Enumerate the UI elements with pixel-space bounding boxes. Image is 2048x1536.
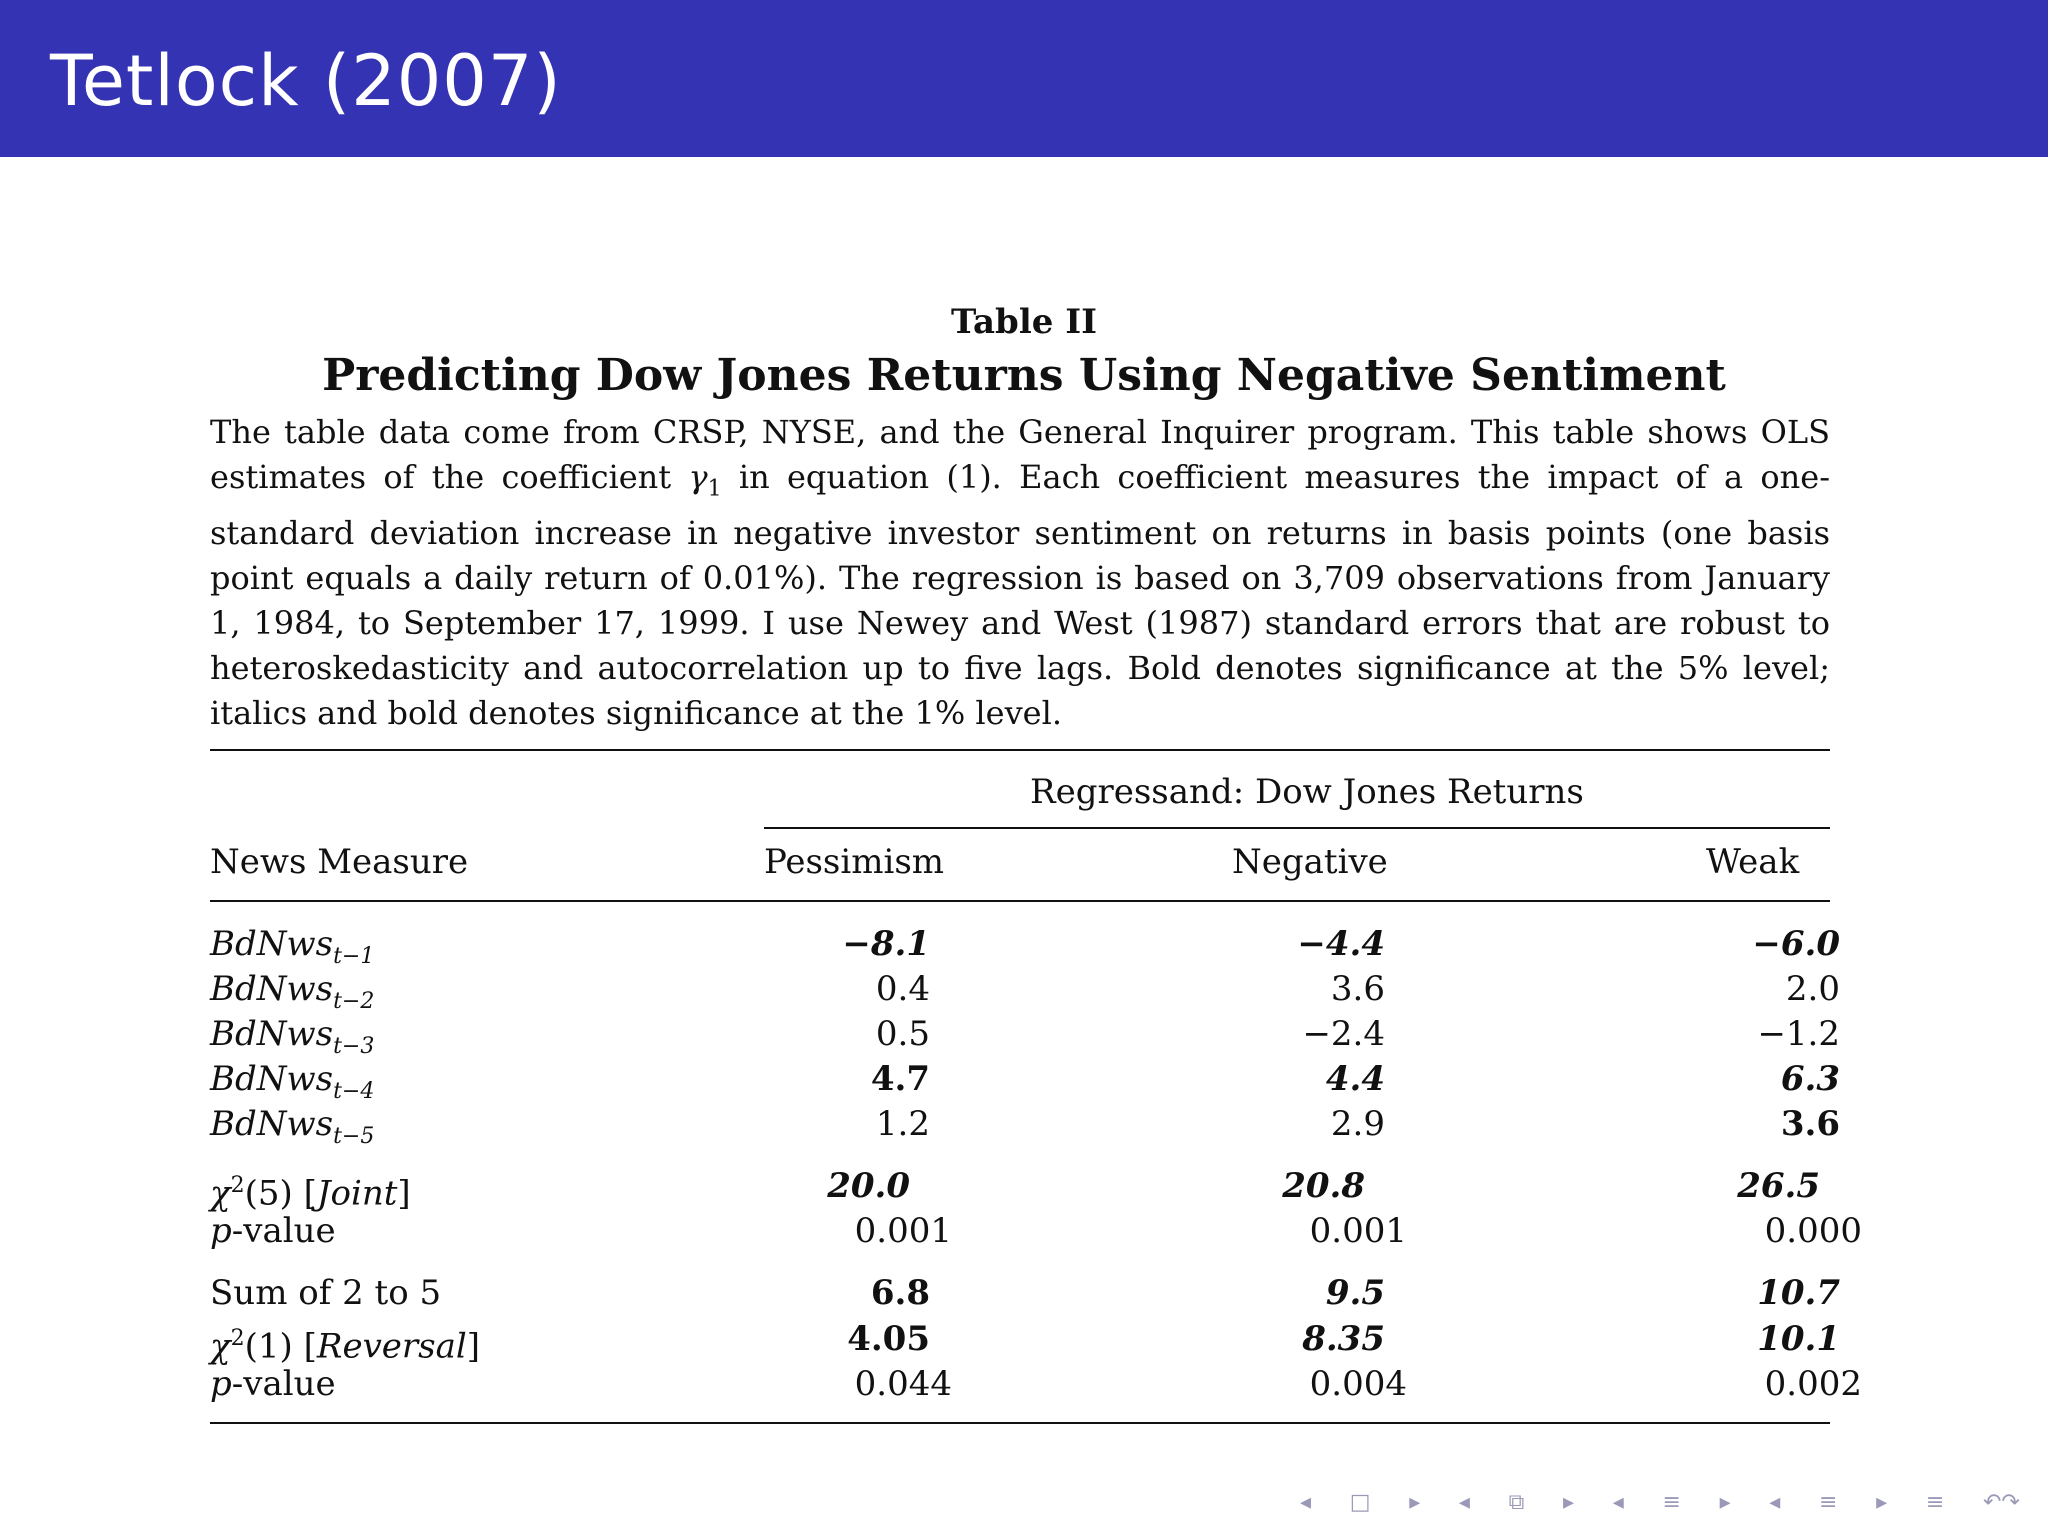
- cell-lag5-negative: 2.9: [1330, 1104, 1385, 1144]
- row-label-lag-4: BdNws$_{t-4}$: [210, 1059, 375, 1104]
- search-back-forward-icon[interactable]: ↶↷: [1982, 1490, 2020, 1515]
- slide-header: [0, 0, 2048, 157]
- cell-joint-p-pessimism: 0.001: [854, 1211, 952, 1251]
- col-header-pessimism: Pessimism: [764, 842, 945, 882]
- prev-frame-icon[interactable]: ◂: [1458, 1490, 1470, 1515]
- next-subsection-icon[interactable]: ▸: [1719, 1490, 1731, 1515]
- gamma-subscript: 1: [707, 476, 722, 502]
- table-label: Table II: [950, 302, 1098, 342]
- cell-lag2-negative: 3.6: [1330, 969, 1385, 1009]
- cell-sum-negative: 9.5: [1325, 1273, 1385, 1313]
- cell-reversal-p-pessimism: 0.044: [854, 1364, 952, 1404]
- cell-lag2-pessimism: 0.4: [875, 969, 930, 1009]
- regressand-rule: [764, 827, 1830, 829]
- cell-joint-p-negative: 0.001: [1309, 1211, 1407, 1251]
- row-label-lag-5: BdNws$_{t-5}$: [210, 1104, 375, 1149]
- next-frame-icon[interactable]: ▸: [1563, 1490, 1575, 1515]
- row-label-joint-pvalue: p-value: [210, 1211, 336, 1251]
- next-slide-icon[interactable]: ▸: [1409, 1490, 1421, 1515]
- col-header-news-measure: News Measure: [210, 842, 469, 882]
- row-label-reversal-pvalue: p-value: [210, 1364, 336, 1404]
- cell-lag3-pessimism: 0.5: [875, 1014, 930, 1054]
- cell-reversal-p-weak: 0.002: [1764, 1364, 1862, 1404]
- section-icon[interactable]: ≡: [1819, 1490, 1838, 1515]
- cell-sum-weak: 10.7: [1757, 1273, 1840, 1313]
- col-header-weak: Weak: [1706, 842, 1800, 882]
- row-label-joint-chi2: $\chi^2(5)$ [Joint]: [210, 1173, 411, 1214]
- cell-reversal-pessimism: 4.05: [847, 1319, 930, 1359]
- row-label-lag-1: BdNws$_{t-1}$: [210, 924, 375, 969]
- cell-joint-negative: 20.8: [1282, 1166, 1365, 1206]
- prev-slide-icon[interactable]: ◂: [1300, 1490, 1312, 1515]
- cell-lag1-weak: −6.0: [1752, 924, 1840, 964]
- cell-lag3-negative: −2.4: [1302, 1014, 1385, 1054]
- table-top-rule: [210, 749, 1830, 751]
- subsection-icon[interactable]: ≡: [1662, 1490, 1681, 1515]
- cell-lag4-weak: 6.3: [1780, 1059, 1840, 1099]
- regressand-label: Regressand: Dow Jones Returns: [1030, 772, 1584, 812]
- description-part-1: The table data come from CRSP, NYSE, and the General Inquirer program. This table shows OLS estimates of the coefficient: [210, 413, 1830, 496]
- cell-sum-pessimism: 6.8: [870, 1273, 930, 1313]
- cell-reversal-p-negative: 0.004: [1309, 1364, 1407, 1404]
- cell-joint-weak: 26.5: [1737, 1166, 1820, 1206]
- col-header-negative: Negative: [1232, 842, 1388, 882]
- frame-icon[interactable]: ⧉: [1508, 1490, 1525, 1515]
- description-part-2: in equation (1). Each coefficient measures the impact of a one-standard deviation increase in negative investor sentiment on returns in basis points (one basis point equals a daily return of 0.01%). The regression is based on 3,709 observations from January 1, 1984, to September 17, 1999. I use Newey and West (1987) standard errors that are robust to heteroskedasticity and autocorrelation up to five lags. Bold denotes significance at the 5% level; italics and bold denotes significance at the 1% level.: [210, 458, 1831, 733]
- cell-lag2-weak: 2.0: [1785, 969, 1840, 1009]
- row-label-lag-3: BdNws$_{t-3}$: [210, 1014, 375, 1059]
- prev-subsection-icon[interactable]: ◂: [1612, 1490, 1624, 1515]
- table-description: [210, 410, 1830, 736]
- cell-lag1-pessimism: −8.1: [842, 924, 930, 964]
- slide-icon[interactable]: □: [1349, 1490, 1371, 1515]
- cell-lag5-weak: 3.6: [1780, 1104, 1840, 1144]
- cell-reversal-weak: 10.1: [1757, 1319, 1840, 1359]
- row-label-sum: Sum of 2 to 5: [210, 1273, 442, 1313]
- row-label-lag-2: BdNws$_{t-2}$: [210, 969, 375, 1014]
- slide-title: Tetlock (2007): [50, 40, 562, 122]
- cell-joint-pessimism: 20.0: [827, 1166, 910, 1206]
- cell-lag5-pessimism: 1.2: [875, 1104, 930, 1144]
- next-section-icon[interactable]: ▸: [1876, 1490, 1888, 1515]
- cell-joint-p-weak: 0.000: [1764, 1211, 1862, 1251]
- row-label-reversal-chi2: $\chi^2(1)$ [Reversal]: [210, 1326, 481, 1367]
- toc-icon[interactable]: ≡: [1925, 1490, 1945, 1515]
- cell-lag4-pessimism: 4.7: [870, 1059, 930, 1099]
- slide-navigation: [1300, 1490, 2020, 1515]
- table-title: Predicting Dow Jones Returns Using Negative Sentiment: [322, 350, 1726, 401]
- table-header-rule: [210, 900, 1830, 902]
- table-bottom-rule: [210, 1422, 1830, 1424]
- cell-lag3-weak: −1.2: [1757, 1014, 1840, 1054]
- cell-lag1-negative: −4.4: [1297, 924, 1385, 964]
- gamma-symbol: γ: [688, 458, 708, 496]
- cell-reversal-negative: 8.35: [1302, 1319, 1385, 1359]
- cell-lag4-negative: 4.4: [1325, 1059, 1385, 1099]
- prev-section-icon[interactable]: ◂: [1769, 1490, 1781, 1515]
